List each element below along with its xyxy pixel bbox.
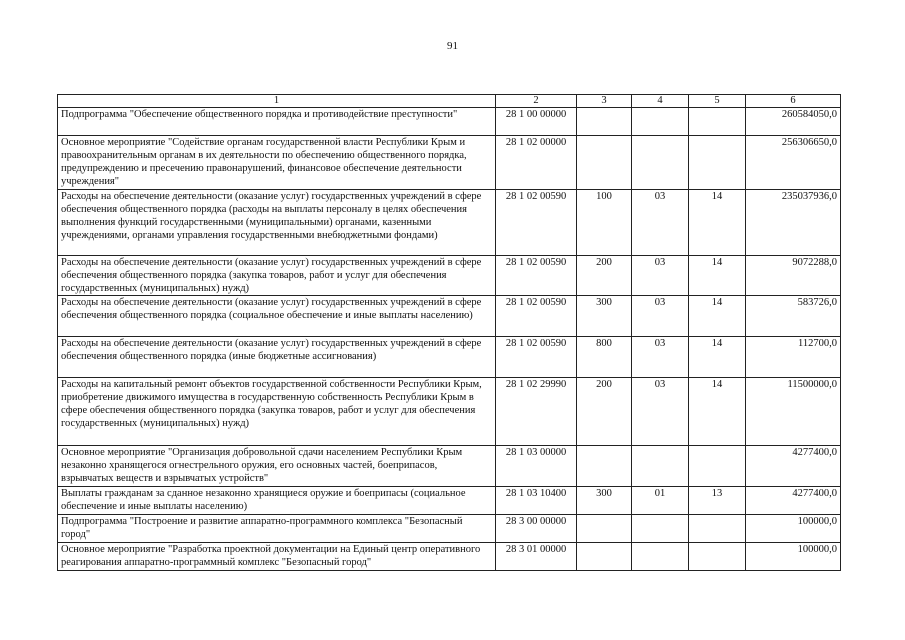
row-amount: 100000,0 bbox=[746, 515, 841, 543]
budget-table bbox=[57, 94, 841, 571]
row-code: 28 3 01 00000 bbox=[496, 543, 577, 571]
row-amount: 9072288,0 bbox=[746, 256, 841, 296]
row-rz bbox=[632, 136, 689, 190]
row-pr bbox=[689, 543, 746, 571]
row-rz: 03 bbox=[632, 190, 689, 256]
row-vr: 200 bbox=[577, 256, 632, 296]
row-rz: 03 bbox=[632, 296, 689, 337]
header-col-1: 1 bbox=[58, 95, 496, 108]
row-vr: 300 bbox=[577, 487, 632, 515]
row-vr: 200 bbox=[577, 378, 632, 446]
row-amount: 235037936,0 bbox=[746, 190, 841, 256]
row-rz: 03 bbox=[632, 337, 689, 378]
header-col-3: 3 bbox=[577, 95, 632, 108]
table-row bbox=[58, 337, 841, 378]
row-vr: 100 bbox=[577, 190, 632, 256]
row-amount: 11500000,0 bbox=[746, 378, 841, 446]
row-rz: 03 bbox=[632, 256, 689, 296]
table-row bbox=[58, 515, 841, 543]
row-pr: 13 bbox=[689, 487, 746, 515]
header-col-6: 6 bbox=[746, 95, 841, 108]
row-pr: 14 bbox=[689, 256, 746, 296]
row-rz: 01 bbox=[632, 487, 689, 515]
row-pr: 14 bbox=[689, 337, 746, 378]
row-code: 28 3 00 00000 bbox=[496, 515, 577, 543]
row-rz: 03 bbox=[632, 378, 689, 446]
row-amount: 583726,0 bbox=[746, 296, 841, 337]
row-code: 28 1 02 00590 bbox=[496, 256, 577, 296]
row-name: Выплаты гражданам за сданное незаконно хранящиеся оружие и боеприпасы (социальное обеспечение и иные выплаты населению) bbox=[58, 487, 496, 515]
table-row bbox=[58, 446, 841, 487]
header-col-4: 4 bbox=[632, 95, 689, 108]
table-row bbox=[58, 190, 841, 256]
row-rz bbox=[632, 446, 689, 487]
row-pr: 14 bbox=[689, 190, 746, 256]
table-row bbox=[58, 136, 841, 190]
row-code: 28 1 03 10400 bbox=[496, 487, 577, 515]
row-name: Расходы на обеспечение деятельности (оказание услуг) государственных учреждений в сфере обеспечения общественного порядка (иные бюджетные ассигнования) bbox=[58, 337, 496, 378]
row-pr bbox=[689, 136, 746, 190]
row-vr bbox=[577, 515, 632, 543]
row-rz bbox=[632, 108, 689, 136]
row-vr: 300 bbox=[577, 296, 632, 337]
row-amount: 112700,0 bbox=[746, 337, 841, 378]
table-row bbox=[58, 256, 841, 296]
row-name: Расходы на обеспечение деятельности (оказание услуг) государственных учреждений в сфере обеспечения общественного порядка (закупка товаров, работ и услуг для обеспечения государственных (муниципальных) нужд) bbox=[58, 256, 496, 296]
row-vr bbox=[577, 136, 632, 190]
row-code: 28 1 03 00000 bbox=[496, 446, 577, 487]
row-name: Расходы на обеспечение деятельности (оказание услуг) государственных учреждений в сфере обеспечения общественного порядка (расходы на выплаты персоналу в целях обеспечения выполнения функций государственными (муниципальными) органами, казенными учреждениями, органами управления государственными внебюджетными фондами) bbox=[58, 190, 496, 256]
table-row bbox=[58, 378, 841, 446]
row-code: 28 1 02 29990 bbox=[496, 378, 577, 446]
row-name: Расходы на капитальный ремонт объектов государственной собственности Республики Крым, приобретение движимого имущества в государственную собственность Республики Крым в сфере обеспечения общественного порядка (закупка товаров, работ и услуг для обеспечения государственных (муниципальных) нужд) bbox=[58, 378, 496, 446]
row-code: 28 1 02 00590 bbox=[496, 296, 577, 337]
row-pr bbox=[689, 108, 746, 136]
row-vr bbox=[577, 108, 632, 136]
row-code: 28 1 02 00000 bbox=[496, 136, 577, 190]
row-amount: 260584050,0 bbox=[746, 108, 841, 136]
row-rz bbox=[632, 515, 689, 543]
row-amount: 4277400,0 bbox=[746, 446, 841, 487]
row-vr bbox=[577, 446, 632, 487]
table-row bbox=[58, 487, 841, 515]
row-code: 28 1 00 00000 bbox=[496, 108, 577, 136]
header-col-2: 2 bbox=[496, 95, 577, 108]
row-vr: 800 bbox=[577, 337, 632, 378]
row-amount: 100000,0 bbox=[746, 543, 841, 571]
row-rz bbox=[632, 543, 689, 571]
row-name: Основное мероприятие "Организация добровольной сдачи населением Республики Крым незаконно хранящегося огнестрельного оружия, его основных частей, боеприпасов, взрывчатых веществ и взрывчатых устройств" bbox=[58, 446, 496, 487]
row-name: Подпрограмма "Обеспечение общественного порядка и противодействие преступности" bbox=[58, 108, 496, 136]
row-pr bbox=[689, 446, 746, 487]
row-name: Основное мероприятие "Разработка проектной документации на Единый центр оперативного реагирования аппаратно-программный комплекс "Безопасный город" bbox=[58, 543, 496, 571]
row-code: 28 1 02 00590 bbox=[496, 190, 577, 256]
row-amount: 4277400,0 bbox=[746, 487, 841, 515]
table-row bbox=[58, 543, 841, 571]
row-pr: 14 bbox=[689, 296, 746, 337]
table-row bbox=[58, 296, 841, 337]
header-row bbox=[58, 95, 841, 108]
row-vr bbox=[577, 543, 632, 571]
row-pr bbox=[689, 515, 746, 543]
table-row bbox=[58, 108, 841, 136]
row-name: Основное мероприятие "Содействие органам государственной власти Республики Крым и правоохранительным органам в их деятельности по обеспечению общественного порядка, предупреждению и пресечению правонарушений, финансовое обеспечение деятельности учреждения" bbox=[58, 136, 496, 190]
row-amount: 256306650,0 bbox=[746, 136, 841, 190]
row-pr: 14 bbox=[689, 378, 746, 446]
row-name: Подпрограмма "Построение и развитие аппаратно-программного комплекса "Безопасный город" bbox=[58, 515, 496, 543]
row-code: 28 1 02 00590 bbox=[496, 337, 577, 378]
header-col-5: 5 bbox=[689, 95, 746, 108]
page-number: 91 bbox=[447, 40, 458, 52]
row-name: Расходы на обеспечение деятельности (оказание услуг) государственных учреждений в сфере обеспечения общественного порядка (социальное обеспечение и иные выплаты населению) bbox=[58, 296, 496, 337]
